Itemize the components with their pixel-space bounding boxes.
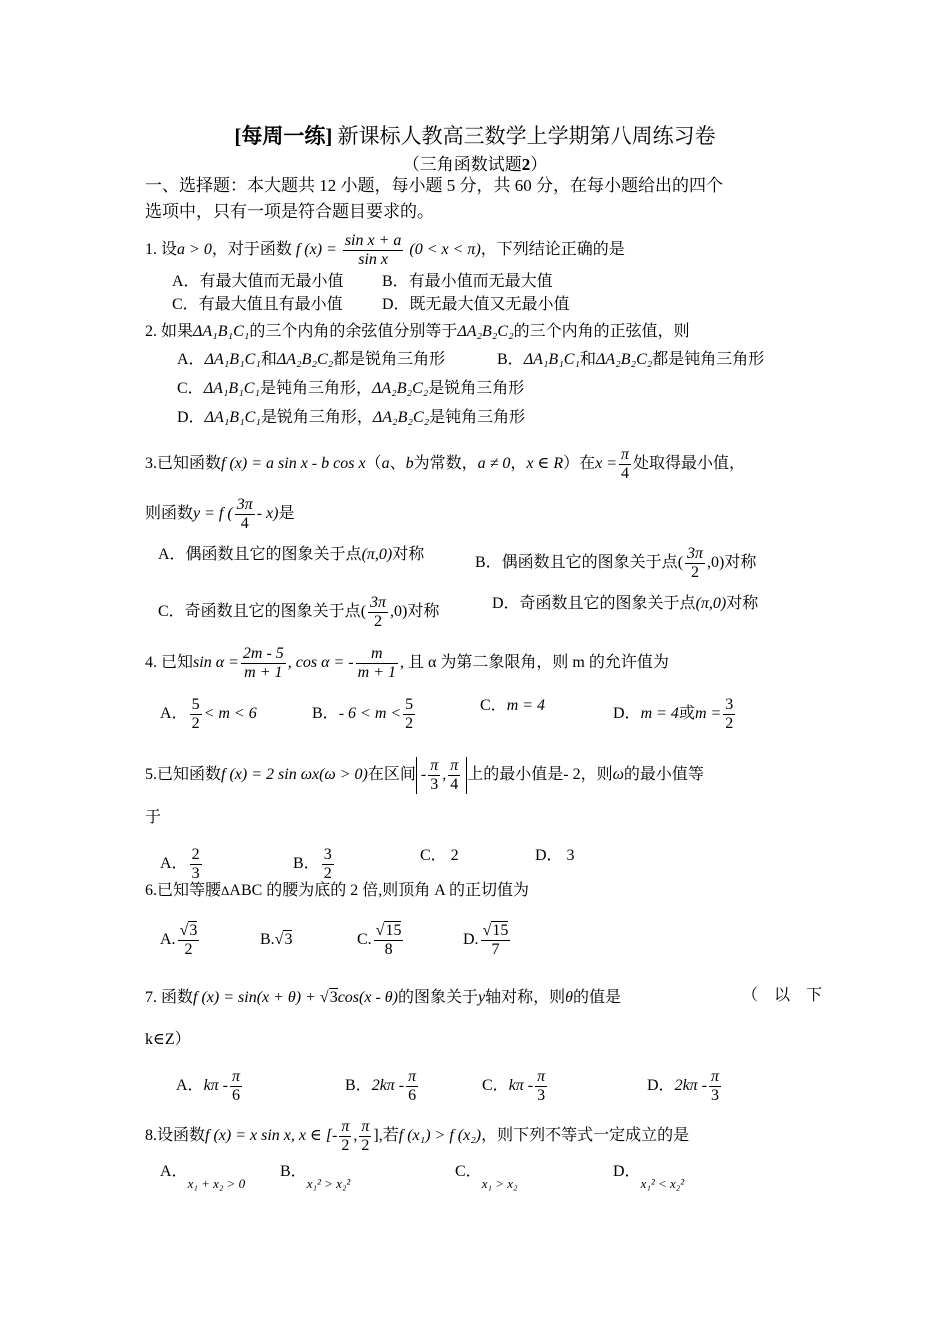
question-1-option-c: C．有最大值且有最小值 <box>172 296 343 313</box>
question-6-option-a: A. $\frac{√3}{2}$ <box>160 922 198 958</box>
question-6: 6.已知等腰ΔABC 的腰为底的 2 倍,则顶角 A 的正切值为 <box>145 882 529 899</box>
question-8: 8.设函数f (x) = x sin x, x ∈ [- $\frac{\pi}{2}$ , $\frac{\pi}{2}$ ],若f (x₁) > f (x₂)，则下列不等式一定成立的是 <box>145 1118 690 1154</box>
page-title <box>0 120 950 150</box>
question-3-option-a: A．偶函数且它的图象关于点(π,0)对称 <box>158 546 425 563</box>
question-5-option-d: D． 3 <box>535 847 575 864</box>
question-4-option-d: D．m = 4或m = $\frac{3}{2}$ <box>613 696 734 732</box>
question-2-option-b: B．ΔA₁B₁C₁和ΔA₂B₂C₂都是钝角三角形 <box>497 351 765 368</box>
title-text: 新课标人教高三数学上学期第八周练习卷 <box>332 124 716 148</box>
question-7-note: （ 以 下 <box>742 987 823 1004</box>
question-8-option-a: A．$_{x_1 + x_2 > 0}$ <box>160 1163 246 1191</box>
page-subtitle: （三角函数试题2） <box>402 155 548 174</box>
question-3-option-c: C．奇函数且它的图象关于点( $\frac{3\pi}{2}$ ,0)对称 <box>158 594 440 630</box>
question-1: 1. 设a > 0，对于函数 f (x) = $\frac{\text{sin x + a}}{\text{sin x}}$ (0 < x < π)，下列结论正确的是 <box>145 232 625 268</box>
question-6-option-c: C. $\frac{√15}{8}$ <box>357 922 402 958</box>
question-2: 2. 如果ΔA₁B₁C₁的三个内角的余弦值分别等于ΔA₂B₂C₂的三个内角的正弦值，则 <box>145 323 690 340</box>
question-6-option-b: B.√3 <box>260 931 293 948</box>
question-3-option-d: D．奇函数且它的图象关于点(π,0)对称 <box>492 595 759 612</box>
question-6-option-d: D. $\frac{√15}{7}$ <box>463 922 509 958</box>
question-7-option-a: A．kπ - $\frac{\pi}{6}$ <box>176 1068 241 1104</box>
section-heading-cont: 选项中，只有一项是符合题目要求的。 <box>145 202 434 221</box>
question-3-option-b: B．偶函数且它的图象关于点( $\frac{3\pi}{2}$ ,0)对称 <box>475 545 757 581</box>
title-bracket: [每周一练] <box>234 124 333 148</box>
question-1-option-a: A．有最大值而无最小值 <box>172 273 344 290</box>
question-8-option-c: C．$_{x_1 > x_2}$ <box>455 1163 518 1191</box>
section-heading: 一、选择题：本大题共 12 小题，每小题 5 分，共 60 分，在每小题给出的四个 <box>145 176 723 195</box>
question-4-option-b: B．- 6 < m < $\frac{5}{2}$ <box>312 696 414 732</box>
question-3: 3.已知函数f (x) = a sin x - b cos x（a、b为常数，a ≠ 0，x ∈ R）在x = $\frac{\pi}{4}$ 处取得最小值， <box>145 446 746 482</box>
question-3-cont: 则函数y = f ( $\frac{3\pi}{4}$ - x)是 <box>145 496 295 532</box>
question-5-option-b: B． $\frac{3}{2}$ <box>293 846 332 882</box>
question-7-option-b: B．2kπ - $\frac{\pi}{6}$ <box>345 1068 417 1104</box>
question-2-option-c: C．ΔA₁B₁C₁是钝角三角形，ΔA₂B₂C₂是锐角三角形 <box>177 380 525 397</box>
question-1-option-b: B．有最小值而无最大值 <box>382 273 553 290</box>
question-7-option-c: C．kπ - $\frac{\pi}{3}$ <box>482 1068 546 1104</box>
question-1-option-d: D．既无最大值又无最小值 <box>382 296 570 313</box>
question-4-option-a: A． $\frac{5}{2}$ < m < 6 <box>160 696 257 732</box>
question-4: 4. 已知sin α = $\frac{2m - 5}{m + 1}$ , cos α = - $\frac{m}{m + 1}$ , 且 α 为第二象限角，则 m 的允许值为 <box>145 645 669 681</box>
question-7: 7. 函数f (x) = sin(x + θ) + √3cos(x - θ)的图象关于y轴对称，则θ的值是 <box>145 989 621 1006</box>
question-5-option-a: A． $\frac{2}{3}$ <box>160 846 200 882</box>
question-5: 5.已知函数f (x) = 2 sin ωx(ω > 0)在区间 - $\frac{\pi}{3}$ , $\frac{\pi}{4}$ 上的最小值是- 2，则ω的最小值等 <box>145 757 704 793</box>
question-2-option-a: A．ΔA₁B₁C₁和ΔA₂B₂C₂都是锐角三角形 <box>177 351 446 368</box>
question-8-option-b: B．$_{x_1^2 > x_2^2}$ <box>280 1163 351 1191</box>
question-2-option-d: D．ΔA₁B₁C₁是锐角三角形，ΔA₂B₂C₂是钝角三角形 <box>177 409 526 426</box>
question-8-option-d: D．$_{x_1^2 < x_2^2}$ <box>613 1163 685 1191</box>
question-7-cont: k∈Z） <box>145 1031 191 1048</box>
question-7-option-d: D．2kπ - $\frac{\pi}{3}$ <box>647 1068 720 1104</box>
question-5-cont: 于 <box>145 809 162 826</box>
question-4-option-c: C．m = 4 <box>480 697 546 714</box>
question-5-option-c: C． 2 <box>420 847 459 864</box>
